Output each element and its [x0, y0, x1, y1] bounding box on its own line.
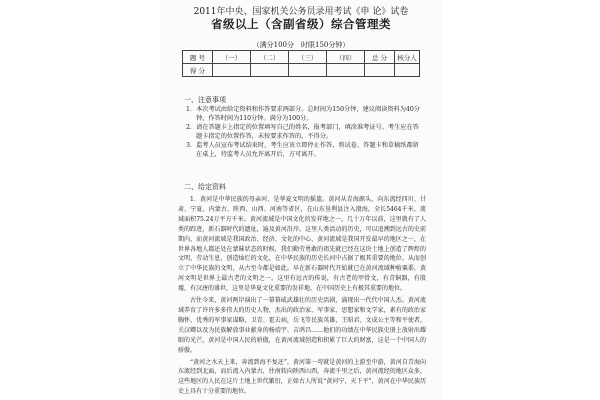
- table-cell: （一）: [212, 51, 250, 64]
- table-cell: （三）: [288, 51, 326, 64]
- material-body: [178, 195, 426, 399]
- table-cell: 总 分: [365, 51, 395, 64]
- table-cell: （四）: [327, 51, 365, 64]
- exam-title: 2011年中央、国家机关公务员录用考试《申 论》试卷: [193, 7, 409, 17]
- exam-page: [160, 0, 442, 400]
- exam-category: 省级以上（含副省级）综合管理类: [211, 17, 391, 31]
- score-cell: [250, 64, 288, 77]
- material-paragraph: 古往今来，黄河两岸演出了一幕幕威武雄壮的历史活剧，涌现出一代代中国人杰。黄河流域养育了许许多多伟大的历史人物，杰出的政治家、军事家、思想家和文学家，素有的政治家胸怀，优秀的军事家谋略，卫青、霍去病，岳飞等民族英雄，王昭君、文成公主等和平使者，关汉卿以及为民族解放事业献身的杨靖宇、吉鸿昌……他们的功绩在中华民族史册上放射出耀眼的光芒，黄河是中国人民的骄傲，在黄河流域创造和积累了巨大的财富，这是一个中国人的骄傲。: [178, 297, 426, 354]
- note-item: 3．监考人员宣布考试结束时，考生应该立即停止作答，将试卷、答题卡和草稿纸都留在桌上，待监考人员允许离开后，方可离开。: [186, 142, 419, 158]
- notes-heading: 一、注意事项: [184, 96, 226, 104]
- score-cell: [327, 64, 365, 77]
- material-heading: 二、给定资料: [184, 183, 226, 191]
- score-cell: [288, 64, 326, 77]
- table-cell: 得 分: [183, 64, 213, 77]
- score-table: [182, 50, 420, 77]
- material-paragraph: “黄河之水天上来，奔流到海不复还”，黄河第一弯就是黄河的上游至中游，黄河自青海向东流经到北面，而后流入内蒙古，往南转向陕西山西，奔流千里之后，黄河流经的地区众多，这些地区的人民在这片土地上世代繁衍，正如古人所说“黄河宁，天下平”，黄河在中华民族历史上具有十分重要的地位。: [178, 358, 426, 396]
- table-cell: （二）: [250, 51, 288, 64]
- score-cell: [212, 64, 250, 77]
- score-cell: [395, 64, 420, 77]
- note-item: 2．请在答题卡上指定的位置填写自己的姓名，报考部门，填涂准考证号。考生应在答题卡指定的位置作答，未按要求作答的，不得分。: [186, 124, 419, 140]
- table-cell: 题 号: [183, 51, 213, 64]
- score-table-score-row: [183, 64, 420, 77]
- score-cell: [365, 64, 395, 77]
- table-cell: 核分人: [395, 51, 420, 64]
- exam-meta: （满分100分 时限150分钟）: [252, 41, 350, 49]
- material-paragraph: 1．黄河是中华民族的母亲河，是华夏文明的摇篮。黄河从青海源头，向东流经四川、甘肃、宁夏、内蒙古、陕西、山西、河南等省区，在山东垦利县注入渤海，全长5464千米，流域面积75.24万平方千米。黄河流域是中国文化的发祥地之一，几十万年以前，这里就有了人类的踪迹，新石器时代的遗址，遍及黄河沿岸。这里人类活动的历史，可以追溯到远古的史前期内，而黄河流域是我国政治、经济、文化的中心，黄河流域是我国开发最早的地区之一，在世界各地人都还处在蒙昧状态的时候，我们勤劳勇敢的祖先就已经在这块土地上创造了辉煌的文明，劳动生息，创造灿烂的文化，在中华民族的历史长河中占据了极其重要的地位。从而创立了中华民族的文明，从古至今都是如此。早在新石器时代开始就已在黄河流域种植粟黍，黄河文明是世界上最古老的文明之一。这里有远古的传说，有古老的甲骨文，有青铜器，有殷墟，有汉唐的盛世，这里是华夏文化重要的发祥地，在中国历史上有极其重要的地位。: [178, 196, 426, 293]
- note-item: 1．本次考试由给定资料和作答要求两部分。总时间为150分钟，建议阅读资料为40分钟，作答时间为110分钟。满分为100分。: [186, 106, 420, 122]
- score-table-header-row: [183, 51, 420, 64]
- notes-list: [186, 105, 422, 159]
